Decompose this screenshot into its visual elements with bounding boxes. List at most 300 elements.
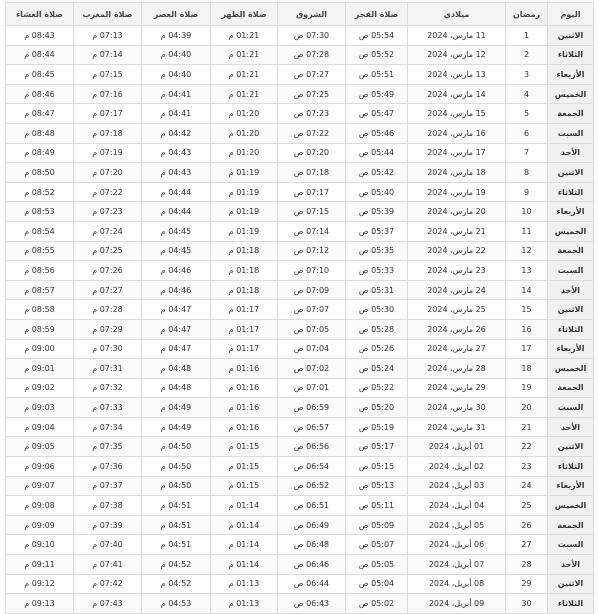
cell-maghrib: 07:16 م (74, 84, 142, 104)
cell-day: الثلاثاء (548, 319, 594, 339)
cell-fajr: 05:07 ص (346, 535, 408, 555)
cell-fajr: 05:46 ص (346, 123, 408, 143)
cell-ramadan: 9 (506, 182, 548, 202)
table-row (6, 417, 594, 437)
cell-shuruq: 07:23 ص (278, 104, 346, 124)
cell-gregorian: 21 مارس، 2024 (408, 221, 506, 241)
cell-fajr: 05:05 ص (346, 555, 408, 575)
cell-asr: 04:44 م (142, 202, 211, 222)
cell-asr: 04:45 م (142, 221, 211, 241)
cell-isha: 08:57 م (6, 280, 74, 300)
cell-asr: 04:39 م (142, 26, 211, 46)
cell-fajr: 05:09 ص (346, 515, 408, 535)
cell-day: الثلاثاء (548, 45, 594, 65)
cell-maghrib: 07:32 م (74, 378, 142, 398)
table-row (6, 241, 594, 261)
cell-dhuhr: 01:21 م (211, 65, 278, 85)
cell-shuruq: 07:30 ص (278, 26, 346, 46)
cell-fajr: 05:47 ص (346, 104, 408, 124)
cell-dhuhr: 01:17 م (211, 319, 278, 339)
cell-fajr: 05:15 ص (346, 457, 408, 477)
cell-ramadan: 5 (506, 104, 548, 124)
cell-ramadan: 24 (506, 476, 548, 496)
cell-isha: 08:59 م (6, 319, 74, 339)
cell-maghrib: 07:20 م (74, 163, 142, 183)
cell-shuruq: 07:12 ص (278, 241, 346, 261)
cell-dhuhr: 01:18 م (211, 241, 278, 261)
table-row (6, 202, 594, 222)
cell-ramadan: 14 (506, 280, 548, 300)
cell-maghrib: 07:30 م (74, 339, 142, 359)
header-gregorian: ميلادي (408, 3, 506, 26)
cell-asr: 04:49 م (142, 417, 211, 437)
cell-isha: 08:52 م (6, 182, 74, 202)
cell-asr: 04:51 م (142, 515, 211, 535)
cell-ramadan: 30 (506, 594, 548, 614)
cell-asr: 04:43 م (142, 163, 211, 183)
cell-dhuhr: 01:14 م (211, 555, 278, 575)
cell-maghrib: 07:25 م (74, 241, 142, 261)
cell-maghrib: 07:41 م (74, 555, 142, 575)
cell-dhuhr: 01:20 م (211, 143, 278, 163)
cell-asr: 04:52 م (142, 555, 211, 575)
cell-isha: 09:09 م (6, 515, 74, 535)
cell-ramadan: 18 (506, 359, 548, 379)
cell-day: السبت (548, 261, 594, 281)
cell-gregorian: 03 أبريل، 2024 (408, 476, 506, 496)
cell-isha: 09:10 م (6, 535, 74, 555)
cell-fajr: 05:30 ص (346, 300, 408, 320)
cell-fajr: 05:22 ص (346, 378, 408, 398)
cell-gregorian: 05 أبريل، 2024 (408, 515, 506, 535)
cell-dhuhr: 01:15 م (211, 476, 278, 496)
cell-shuruq: 06:52 ص (278, 476, 346, 496)
cell-dhuhr: 01:16 م (211, 398, 278, 418)
table-row (6, 123, 594, 143)
cell-fajr: 05:52 ص (346, 45, 408, 65)
cell-isha: 09:00 م (6, 339, 74, 359)
cell-asr: 04:51 م (142, 496, 211, 516)
cell-asr: 04:50 م (142, 437, 211, 457)
cell-dhuhr: 01:16 م (211, 417, 278, 437)
cell-shuruq: 07:18 ص (278, 163, 346, 183)
cell-gregorian: 08 أبريل، 2024 (408, 574, 506, 594)
cell-day: الثلاثاء (548, 457, 594, 477)
cell-maghrib: 07:23 م (74, 202, 142, 222)
cell-isha: 08:56 م (6, 261, 74, 281)
cell-ramadan: 25 (506, 496, 548, 516)
cell-dhuhr: 01:13 م (211, 574, 278, 594)
table-row (6, 280, 594, 300)
cell-day: الجمعة (548, 104, 594, 124)
cell-gregorian: 24 مارس، 2024 (408, 280, 506, 300)
cell-isha: 09:08 م (6, 496, 74, 516)
cell-gregorian: 27 مارس، 2024 (408, 339, 506, 359)
cell-maghrib: 07:42 م (74, 574, 142, 594)
cell-gregorian: 01 أبريل، 2024 (408, 437, 506, 457)
cell-isha: 09:12 م (6, 574, 74, 594)
header-shuruq: الشروق (278, 3, 346, 26)
cell-asr: 04:45 م (142, 241, 211, 261)
cell-shuruq: 07:15 ص (278, 202, 346, 222)
cell-ramadan: 19 (506, 378, 548, 398)
cell-asr: 04:50 م (142, 457, 211, 477)
cell-dhuhr: 01:17 م (211, 339, 278, 359)
cell-gregorian: 11 مارس، 2024 (408, 26, 506, 46)
cell-asr: 04:53 م (142, 594, 211, 614)
cell-fajr: 05:35 ص (346, 241, 408, 261)
table-row (6, 84, 594, 104)
cell-fajr: 05:40 ص (346, 182, 408, 202)
cell-shuruq: 06:43 ص (278, 594, 346, 614)
cell-maghrib: 07:15 م (74, 65, 142, 85)
cell-dhuhr: 01:15 م (211, 457, 278, 477)
cell-ramadan: 27 (506, 535, 548, 555)
cell-ramadan: 2 (506, 45, 548, 65)
cell-ramadan: 28 (506, 555, 548, 575)
cell-shuruq: 07:17 ص (278, 182, 346, 202)
cell-asr: 04:40 م (142, 65, 211, 85)
cell-day: الثلاثاء (548, 594, 594, 614)
cell-maghrib: 07:33 م (74, 398, 142, 418)
cell-shuruq: 07:27 ص (278, 65, 346, 85)
cell-dhuhr: 01:21 م (211, 26, 278, 46)
cell-isha: 09:06 م (6, 457, 74, 477)
cell-dhuhr: 01:13 م (211, 594, 278, 614)
cell-isha: 08:45 م (6, 65, 74, 85)
cell-ramadan: 16 (506, 319, 548, 339)
table-row (6, 437, 594, 457)
cell-shuruq: 06:57 ص (278, 417, 346, 437)
cell-gregorian: 09 أبريل، 2024 (408, 594, 506, 614)
cell-dhuhr: 01:20 م (211, 123, 278, 143)
cell-isha: 09:04 م (6, 417, 74, 437)
cell-maghrib: 07:28 م (74, 300, 142, 320)
cell-isha: 09:11 م (6, 555, 74, 575)
cell-shuruq: 07:20 ص (278, 143, 346, 163)
cell-shuruq: 07:25 ص (278, 84, 346, 104)
table-row (6, 515, 594, 535)
cell-ramadan: 7 (506, 143, 548, 163)
cell-ramadan: 8 (506, 163, 548, 183)
table-row (6, 457, 594, 477)
cell-day: السبت (548, 398, 594, 418)
table-row (6, 476, 594, 496)
cell-gregorian: 04 أبريل، 2024 (408, 496, 506, 516)
cell-ramadan: 6 (506, 123, 548, 143)
cell-gregorian: 22 مارس، 2024 (408, 241, 506, 261)
cell-day: الأحد (548, 143, 594, 163)
cell-day: الجمعة (548, 378, 594, 398)
cell-isha: 09:13 م (6, 594, 74, 614)
cell-fajr: 05:49 ص (346, 84, 408, 104)
cell-asr: 04:51 م (142, 535, 211, 555)
cell-isha: 08:43 م (6, 26, 74, 46)
cell-day: الثلاثاء (548, 182, 594, 202)
cell-day: الاثنين (548, 26, 594, 46)
cell-dhuhr: 01:17 م (211, 300, 278, 320)
cell-maghrib: 07:43 م (74, 594, 142, 614)
cell-dhuhr: 01:21 م (211, 84, 278, 104)
cell-ramadan: 13 (506, 261, 548, 281)
cell-dhuhr: 01:14 م (211, 515, 278, 535)
header-maghrib: صلاة المغرب (74, 3, 142, 26)
cell-asr: 04:46 م (142, 280, 211, 300)
table-row (6, 182, 594, 202)
cell-ramadan: 29 (506, 574, 548, 594)
cell-maghrib: 07:13 م (74, 26, 142, 46)
cell-day: الخميس (548, 84, 594, 104)
cell-asr: 04:46 م (142, 261, 211, 281)
cell-maghrib: 07:36 م (74, 457, 142, 477)
cell-dhuhr: 01:18 م (211, 280, 278, 300)
cell-fajr: 05:13 ص (346, 476, 408, 496)
cell-asr: 04:48 م (142, 359, 211, 379)
cell-fajr: 05:51 ص (346, 65, 408, 85)
cell-isha: 08:58 م (6, 300, 74, 320)
cell-day: الاثنين (548, 163, 594, 183)
cell-ramadan: 4 (506, 84, 548, 104)
cell-maghrib: 07:24 م (74, 221, 142, 241)
cell-gregorian: 14 مارس، 2024 (408, 84, 506, 104)
cell-maghrib: 07:18 م (74, 123, 142, 143)
table-row (6, 574, 594, 594)
cell-fajr: 05:26 ص (346, 339, 408, 359)
cell-isha: 08:44 م (6, 45, 74, 65)
table-row (6, 594, 594, 614)
cell-gregorian: 13 مارس، 2024 (408, 65, 506, 85)
cell-gregorian: 23 مارس، 2024 (408, 261, 506, 281)
cell-gregorian: 18 مارس، 2024 (408, 163, 506, 183)
cell-shuruq: 07:22 ص (278, 123, 346, 143)
cell-fajr: 05:39 ص (346, 202, 408, 222)
table-row (6, 45, 594, 65)
cell-gregorian: 17 مارس، 2024 (408, 143, 506, 163)
table-row (6, 65, 594, 85)
cell-isha: 08:48 م (6, 123, 74, 143)
cell-maghrib: 07:29 م (74, 319, 142, 339)
cell-day: الجمعة (548, 515, 594, 535)
table-row (6, 104, 594, 124)
cell-asr: 04:47 م (142, 339, 211, 359)
cell-isha: 08:53 م (6, 202, 74, 222)
cell-fajr: 05:31 ص (346, 280, 408, 300)
cell-gregorian: 15 مارس، 2024 (408, 104, 506, 124)
cell-day: الاثنين (548, 300, 594, 320)
cell-maghrib: 07:34 م (74, 417, 142, 437)
cell-isha: 09:05 م (6, 437, 74, 457)
cell-day: الخميس (548, 221, 594, 241)
cell-day: الاثنين (548, 574, 594, 594)
cell-day: الخميس (548, 496, 594, 516)
cell-gregorian: 26 مارس، 2024 (408, 319, 506, 339)
cell-ramadan: 15 (506, 300, 548, 320)
cell-isha: 08:50 م (6, 163, 74, 183)
cell-gregorian: 16 مارس، 2024 (408, 123, 506, 143)
cell-shuruq: 06:49 ص (278, 515, 346, 535)
cell-maghrib: 07:17 م (74, 104, 142, 124)
cell-gregorian: 30 مارس، 2024 (408, 398, 506, 418)
cell-day: الخميس (548, 359, 594, 379)
cell-ramadan: 1 (506, 26, 548, 46)
cell-asr: 04:40 م (142, 45, 211, 65)
cell-maghrib: 07:26 م (74, 261, 142, 281)
table-row (6, 26, 594, 46)
table-body (6, 26, 594, 614)
prayer-times-container (6, 2, 594, 614)
cell-gregorian: 28 مارس، 2024 (408, 359, 506, 379)
cell-shuruq: 07:28 ص (278, 45, 346, 65)
cell-asr: 04:50 م (142, 476, 211, 496)
cell-shuruq: 07:07 ص (278, 300, 346, 320)
cell-maghrib: 07:35 م (74, 437, 142, 457)
cell-asr: 04:52 م (142, 574, 211, 594)
cell-shuruq: 06:44 ص (278, 574, 346, 594)
cell-dhuhr: 01:18 م (211, 261, 278, 281)
cell-maghrib: 07:22 م (74, 182, 142, 202)
cell-isha: 08:49 م (6, 143, 74, 163)
cell-dhuhr: 01:16 م (211, 359, 278, 379)
cell-isha: 08:55 م (6, 241, 74, 261)
cell-ramadan: 23 (506, 457, 548, 477)
cell-isha: 09:07 م (6, 476, 74, 496)
cell-fajr: 05:19 ص (346, 417, 408, 437)
cell-isha: 09:01 م (6, 359, 74, 379)
cell-shuruq: 07:01 ص (278, 378, 346, 398)
cell-dhuhr: 01:16 م (211, 378, 278, 398)
cell-asr: 04:41 م (142, 104, 211, 124)
table-row (6, 535, 594, 555)
table-row (6, 300, 594, 320)
cell-day: الأحد (548, 417, 594, 437)
cell-fajr: 05:24 ص (346, 359, 408, 379)
cell-fajr: 05:54 ص (346, 26, 408, 46)
cell-ramadan: 17 (506, 339, 548, 359)
cell-ramadan: 22 (506, 437, 548, 457)
header-ramadan: رمضان (506, 3, 548, 26)
cell-gregorian: 07 أبريل، 2024 (408, 555, 506, 575)
cell-shuruq: 07:14 ص (278, 221, 346, 241)
cell-fajr: 05:42 ص (346, 163, 408, 183)
cell-day: الأحد (548, 280, 594, 300)
table-row (6, 221, 594, 241)
cell-shuruq: 07:05 ص (278, 319, 346, 339)
table-row (6, 359, 594, 379)
cell-shuruq: 06:46 ص (278, 555, 346, 575)
cell-fajr: 05:11 ص (346, 496, 408, 516)
cell-maghrib: 07:31 م (74, 359, 142, 379)
cell-isha: 08:46 م (6, 84, 74, 104)
cell-gregorian: 29 مارس، 2024 (408, 378, 506, 398)
cell-maghrib: 07:14 م (74, 45, 142, 65)
cell-gregorian: 12 مارس، 2024 (408, 45, 506, 65)
cell-maghrib: 07:40 م (74, 535, 142, 555)
cell-day: السبت (548, 535, 594, 555)
cell-day: الأحد (548, 555, 594, 575)
cell-dhuhr: 01:19 م (211, 221, 278, 241)
table-row (6, 496, 594, 516)
cell-maghrib: 07:19 م (74, 143, 142, 163)
cell-fajr: 05:28 ص (346, 319, 408, 339)
cell-shuruq: 06:56 ص (278, 437, 346, 457)
header-isha: صلاة العشاء (6, 3, 74, 26)
cell-fajr: 05:17 ص (346, 437, 408, 457)
cell-day: الأربعاء (548, 476, 594, 496)
cell-dhuhr: 01:19 م (211, 202, 278, 222)
cell-ramadan: 11 (506, 221, 548, 241)
cell-asr: 04:48 م (142, 378, 211, 398)
cell-gregorian: 06 أبريل، 2024 (408, 535, 506, 555)
cell-dhuhr: 01:20 م (211, 104, 278, 124)
cell-fajr: 05:44 ص (346, 143, 408, 163)
cell-fajr: 05:37 ص (346, 221, 408, 241)
cell-gregorian: 19 مارس، 2024 (408, 182, 506, 202)
cell-isha: 09:03 م (6, 398, 74, 418)
cell-fajr: 05:20 ص (346, 398, 408, 418)
cell-maghrib: 07:39 م (74, 515, 142, 535)
cell-shuruq: 07:09 ص (278, 280, 346, 300)
cell-shuruq: 06:48 ص (278, 535, 346, 555)
cell-gregorian: 31 مارس، 2024 (408, 417, 506, 437)
cell-dhuhr: 01:14 م (211, 535, 278, 555)
header-dhuhr: صلاة الظهر (211, 3, 278, 26)
cell-isha: 09:02 م (6, 378, 74, 398)
cell-fajr: 05:04 ص (346, 574, 408, 594)
cell-fajr: 05:33 ص (346, 261, 408, 281)
cell-day: الاثنين (548, 437, 594, 457)
cell-gregorian: 25 مارس، 2024 (408, 300, 506, 320)
cell-shuruq: 06:51 ص (278, 496, 346, 516)
cell-dhuhr: 01:19 م (211, 182, 278, 202)
cell-dhuhr: 01:19 م (211, 163, 278, 183)
cell-isha: 08:47 م (6, 104, 74, 124)
cell-asr: 04:49 م (142, 398, 211, 418)
table-header (6, 3, 594, 26)
cell-ramadan: 21 (506, 417, 548, 437)
cell-day: الجمعة (548, 241, 594, 261)
cell-isha: 08:54 م (6, 221, 74, 241)
cell-shuruq: 07:04 ص (278, 339, 346, 359)
cell-maghrib: 07:37 م (74, 476, 142, 496)
cell-maghrib: 07:27 م (74, 280, 142, 300)
table-row (6, 163, 594, 183)
header-asr: صلاة العصر (142, 3, 211, 26)
table-row (6, 143, 594, 163)
cell-asr: 04:41 م (142, 84, 211, 104)
cell-dhuhr: 01:15 م (211, 437, 278, 457)
cell-asr: 04:47 م (142, 319, 211, 339)
cell-shuruq: 07:10 ص (278, 261, 346, 281)
cell-dhuhr: 01:21 م (211, 45, 278, 65)
cell-fajr: 05:02 ص (346, 594, 408, 614)
table-row (6, 398, 594, 418)
table-row (6, 339, 594, 359)
table-row (6, 555, 594, 575)
header-fajr: صلاة الفجر (346, 3, 408, 26)
cell-ramadan: 12 (506, 241, 548, 261)
cell-asr: 04:47 م (142, 300, 211, 320)
cell-day: الأربعاء (548, 339, 594, 359)
cell-shuruq: 06:59 ص (278, 398, 346, 418)
prayer-times-table (5, 2, 594, 614)
cell-ramadan: 10 (506, 202, 548, 222)
table-row (6, 261, 594, 281)
header-row (6, 3, 594, 26)
cell-ramadan: 26 (506, 515, 548, 535)
cell-shuruq: 06:54 ص (278, 457, 346, 477)
cell-shuruq: 07:02 ص (278, 359, 346, 379)
header-day: اليوم (548, 3, 594, 26)
